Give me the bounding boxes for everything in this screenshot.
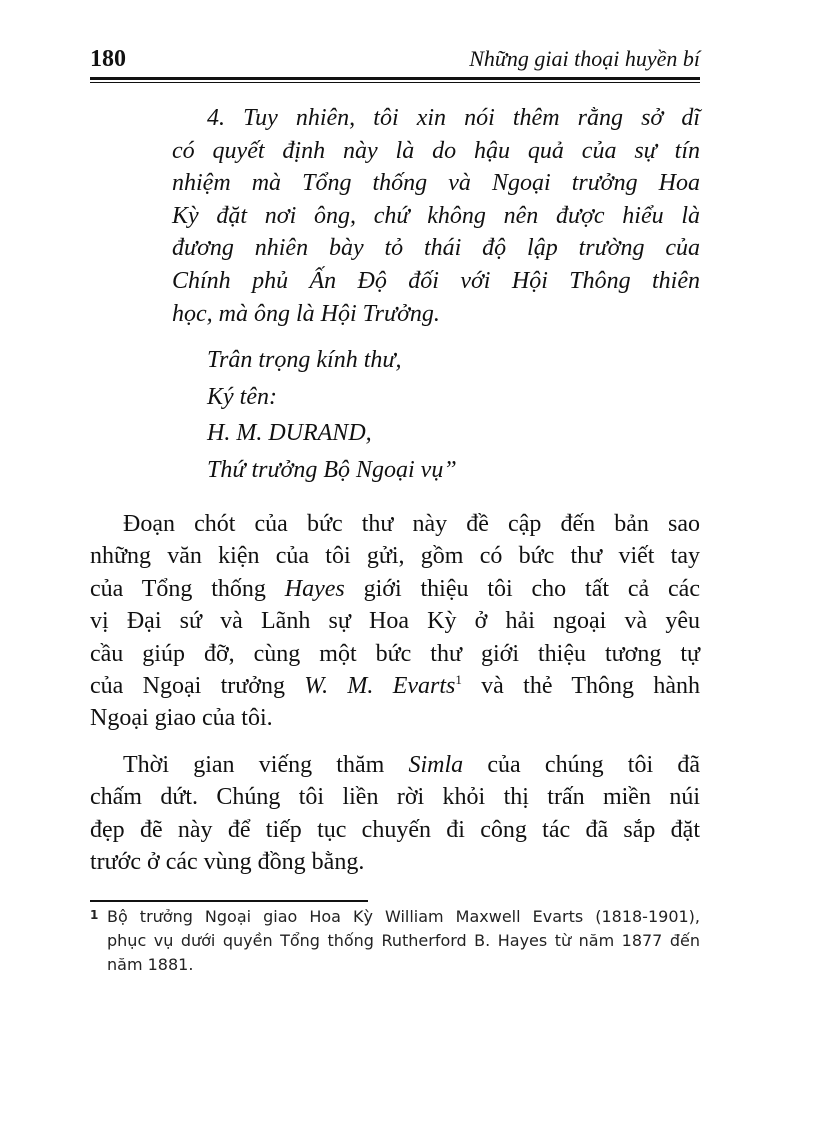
text-run: và thẻ Thông hành [461, 673, 700, 700]
signature-signed: Ký tên: [207, 383, 277, 410]
quote-line: có quyết định này là do hậu quả của sự tín [172, 137, 700, 164]
quote-line: học, mà ông là Hội Trưởng. [172, 300, 440, 327]
footnote-marker: 1 [90, 908, 99, 922]
quote-line: Chính phủ Ấn Độ đối với Hội Thông thiên [172, 267, 700, 294]
text-line: Đoạn chót của bức thư này đề cập đến bản sao [123, 511, 700, 537]
letter-signature-block [207, 342, 700, 488]
text-run: của chúng tôi đã [463, 752, 700, 778]
footnote [90, 905, 700, 977]
text-run: giới thiệu tôi cho tất cả các [344, 575, 700, 602]
text-run: Thời gian viếng thăm [123, 752, 409, 778]
quote-paragraph [172, 102, 700, 330]
footnote-line: Bộ trưởng Ngoại giao Hoa Kỳ William Maxwell Evarts (1818-1901), [107, 907, 700, 926]
text-line: vị Đại sứ và Lãnh sự Hoa Kỳ ở hải ngoại và yêu [90, 608, 700, 635]
quote-line: 4. Tuy nhiên, tôi xin nói thêm rằng sở dĩ [207, 105, 700, 131]
footnote-rule [90, 900, 368, 902]
header-rule-thick [90, 77, 700, 80]
signature-closing: Trân trọng kính thư, [207, 347, 402, 373]
text-line: cầu giúp đỡ, cùng một bức thư giới thiệu tương tự [90, 640, 700, 667]
name-evarts: W. M. Evarts [304, 673, 456, 700]
text-line [90, 670, 700, 702]
text-line: đẹp đẽ này để tiếp tục chuyến đi công tác đã sắp đặt [90, 816, 700, 843]
place-simla: Simla [408, 752, 464, 778]
signature-title: Thứ trưởng Bộ Ngoại vụ” [207, 456, 457, 483]
footnote-reference[interactable]: 1 [455, 672, 462, 688]
text-line: những văn kiện của tôi gửi, gồm có bức thư viết tay [90, 543, 700, 570]
quoted-letter-paragraph [172, 102, 700, 330]
text-line: Ngoại giao của tôi. [90, 705, 273, 732]
body-paragraph-2 [90, 749, 700, 879]
text-run: của Ngoại trưởng [90, 673, 305, 700]
text-line: chấm dứt. Chúng tôi liền rời khỏi thị trấn miền núi [90, 784, 700, 811]
header-rule-thin [90, 82, 700, 83]
page-header [90, 44, 700, 74]
footnote-line: năm 1881. [107, 955, 194, 974]
footnote-text [107, 905, 700, 977]
footnote-line: phục vụ dưới quyền Tổng thống Rutherford B. Hayes từ năm 1877 đến [107, 931, 700, 950]
name-hayes: Hayes [284, 575, 345, 602]
text-line [90, 749, 700, 781]
text-line: trước ở các vùng đồng bằng. [90, 849, 365, 876]
signature-name: H. M. DURAND, [207, 420, 372, 446]
text-line [90, 573, 700, 605]
page-number: 180 [90, 46, 126, 72]
quote-line: Kỳ đặt nơi ông, chứ không nên được hiểu là [172, 202, 700, 229]
quote-line: đương nhiên bày tỏ thái độ lập trường của [172, 235, 700, 262]
quote-line: nhiệm mà Tổng thống và Ngoại trưởng Hoa [172, 170, 700, 197]
running-title: Những giai thoại huyền bí [469, 46, 700, 71]
body-paragraph-1 [90, 508, 700, 735]
text-run: của Tổng thống [90, 575, 285, 602]
